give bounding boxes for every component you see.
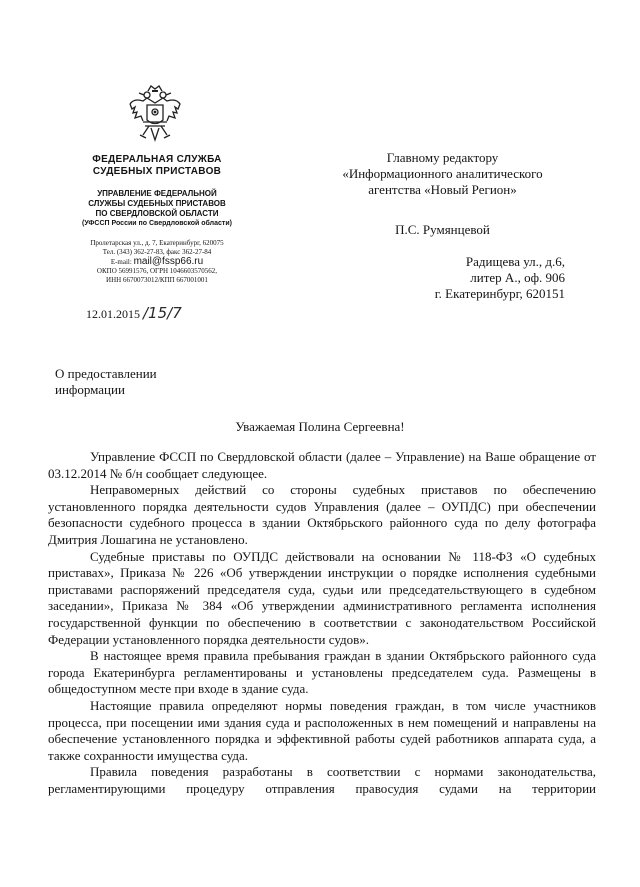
body-paragraph: Правила поведения разработаны в соответствии с нормами законодательства, регламентирующими процедуру отправления правосудия судами на территории <box>48 764 596 796</box>
agency-phone: Тел. (343) 362-27-83, факс 362-27-84 <box>102 248 212 256</box>
outgoing-date <box>86 304 182 322</box>
addressee-name: П.С. Румянцевой <box>395 222 490 237</box>
body-paragraph: Управление ФССП по Свердловской области (далее – Управление) на Ваше обращение от 03.12.2014 № б/н сообщает следующее. <box>48 449 596 481</box>
agency-header <box>62 154 252 285</box>
letter-date: 12.01.2015 <box>86 307 140 321</box>
double-headed-eagle-icon <box>128 82 182 144</box>
email-link[interactable]: mail@fssp66.ru <box>133 256 204 267</box>
agency-inn: ИНН 6670073012/КПП 667001001 <box>106 276 208 284</box>
organization-name: ФЕДЕРАЛЬНАЯ СЛУЖБА СУДЕБНЫХ ПРИСТАВОВ <box>92 154 222 177</box>
agency-email: E-mail: mail@fssp66.ru <box>110 256 204 267</box>
body-paragraph: В настоящее время правила пребывания граждан в здании Октябрьского районного суда города Екатеринбурга регламентированы и установлены председателем суда. Размещены в общедоступном месте при входе в здание суда. <box>48 648 596 697</box>
body-paragraph: Судебные приставы по ОУПДС действовали на основании № 118-ФЗ «О судебных приставах», Приказа № 226 «Об утверждении инструкции о порядке исполнения судебными приставами распоряжений председателя суда, судьи или председательствующего в судебном заседании», Приказа № 384 «Об утверждении административного регламента исполнения государственной функции по обеспечению в соответствии с законодательством Российской Федерации установленного порядка деятельности судов». <box>48 548 596 647</box>
letter-body <box>48 449 596 797</box>
handwritten-reference-number: /15/7 <box>143 304 182 322</box>
department-name: УПРАВЛЕНИЕ ФЕДЕРАЛЬНОЙ СЛУЖБЫ СУДЕБНЫХ ПРИСТАВОВ ПО СВЕРДЛОВСКОЙ ОБЛАСТИ (УФССП России по Свердловской области) <box>82 189 232 227</box>
body-paragraph: Неправомерных действий со стороны судебных приставов по обеспечению установленного порядка деятельности судов Управления (далее – ОУПДС) при обеспечении безопасности судебного процесса в здании Октябрьского районного суда по делу фотографа Дмитрия Лошагина не установлено. <box>48 482 596 547</box>
agency-okpo: ОКПО 56991576, ОГРН 1046603570562, <box>96 267 218 275</box>
addressee-address: Радищева ул., д.6, литер А., оф. 906 г. Екатеринбург, 620151 <box>434 254 565 301</box>
truncated-paragraph-wrapper <box>48 764 596 797</box>
addressee-block: Главному редактору «Информационного аналитического агентства «Новый Регион» П.С. Румянцевой Радищева ул., д.6, литер А., оф. 906 г. Екатеринбург, 620151 <box>320 150 565 302</box>
contact-details <box>62 239 252 285</box>
agency-address: Пролетарская ул., д. 7, Екатеринбург, 620075 <box>90 239 224 247</box>
body-paragraph: Настоящие правила определяют нормы поведения граждан, в том числе участников процесса, при посещении ими здания суда и расположенных в нем помещений и направлены на обеспечение установленного порядка и эффективной работы судей работников аппарата суда, а также сохранности имущества суда. <box>48 697 596 763</box>
letter-subject: О предоставлении информации <box>55 366 157 397</box>
salutation: Уважаемая Полина Сергеевна! <box>235 419 405 434</box>
